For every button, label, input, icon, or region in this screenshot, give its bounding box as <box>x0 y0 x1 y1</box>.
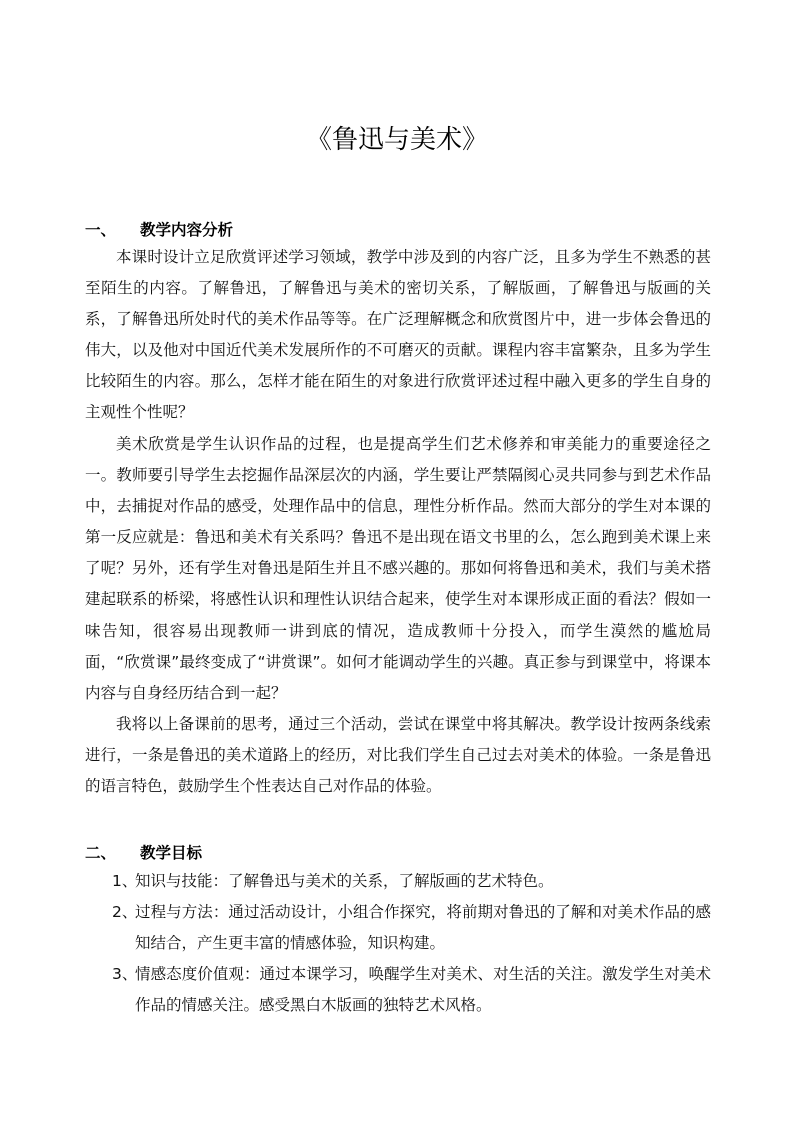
list-item <box>85 897 711 959</box>
list-item-number: 3、 <box>112 965 138 984</box>
section-2-number: 二、 <box>85 844 117 862</box>
list-item-text: 过程与方法：通过活动设计，小组合作探究，将前期对鲁迅的了解和对美术作品的感知结合，产生更丰富的情感体验，知识构建。 <box>135 903 711 953</box>
section-1-heading <box>85 218 233 242</box>
list-item-number: 2、 <box>112 903 138 922</box>
section-1-number: 一、 <box>85 221 117 239</box>
section-1-paragraph-3: 我将以上备课前的思考，通过三个活动，尝试在课堂中将其解决。教学设计按两条线索进行，一条是鲁迅的美术道路上的经历，对比我们学生自己过去对美术的体验。一条是鲁迅的语言特色，鼓励学生个性表达自己对作品的体验。 <box>85 715 711 796</box>
list-item-number: 1、 <box>112 872 138 890</box>
list-item-text: 知识与技能：了解鲁迅与美术的关系，了解版画的艺术特色。 <box>135 872 554 890</box>
list-item <box>85 866 711 897</box>
section-1-paragraph-1: 本课时设计立足欣赏评述学习领域，教学中涉及到的内容广泛，且多为学生不熟悉的甚至陌生的内容。了解鲁迅，了解鲁迅与美术的密切关系，了解版画，了解鲁迅与版画的关系，了解鲁迅所处时代的美术作品等等。在广泛理解概念和欣赏图片中，进一步体会鲁迅的伟大，以及他对中国近代美术发展所作的不可磨灭的贡献。课程内容丰富繁杂，且多为学生比较陌生的内容。那么，怎样才能在陌生的对象进行欣赏评述过程中融入更多的学生自身的主观性个性呢？ <box>85 248 711 422</box>
section-2-title: 教学目标 <box>140 844 203 862</box>
objectives-list <box>85 866 711 1021</box>
section-1-paragraph-2: 美术欣赏是学生认识作品的过程，也是提高学生们艺术修养和审美能力的重要途径之一。教师要引导学生去挖掘作品深层次的内涵，学生要让严禁隔阂心灵共同参与到艺术作品中，去捕捉对作品的感受，处理作品中的信息，理性分析作品。然而大部分的学生对本课的第一反应就是：鲁迅和美术有关系吗？鲁迅不是出现在语文书里的么，怎么跑到美术课上来了呢？另外，还有学生对鲁迅是陌生并且不感兴趣的。那如何将鲁迅和美术，我们与美术搭建起联系的桥梁，将感性认识和理性认识结合起来，使学生对本课形成正面的看法？假如一味告知，很容易出现教师一讲到底的情况，造成教师十分投入，而学生漠然的尴尬局面，“欣赏课”最终变成了“讲赏课”。如何才能调动学生的兴趣。真正参与到课堂中，将课本内容与自身经历结合到一起？ <box>85 435 711 702</box>
section-2-heading <box>85 841 202 865</box>
list-item-text: 情感态度价值观：通过本课学习，唤醒学生对美术、对生活的关注。激发学生对美术作品的情感关注。感受黑白木版画的独特艺术风格。 <box>135 965 711 1015</box>
document-title: 《鲁迅与美术》 <box>305 125 488 155</box>
list-item <box>85 959 711 1021</box>
section-1-title: 教学内容分析 <box>140 221 234 239</box>
